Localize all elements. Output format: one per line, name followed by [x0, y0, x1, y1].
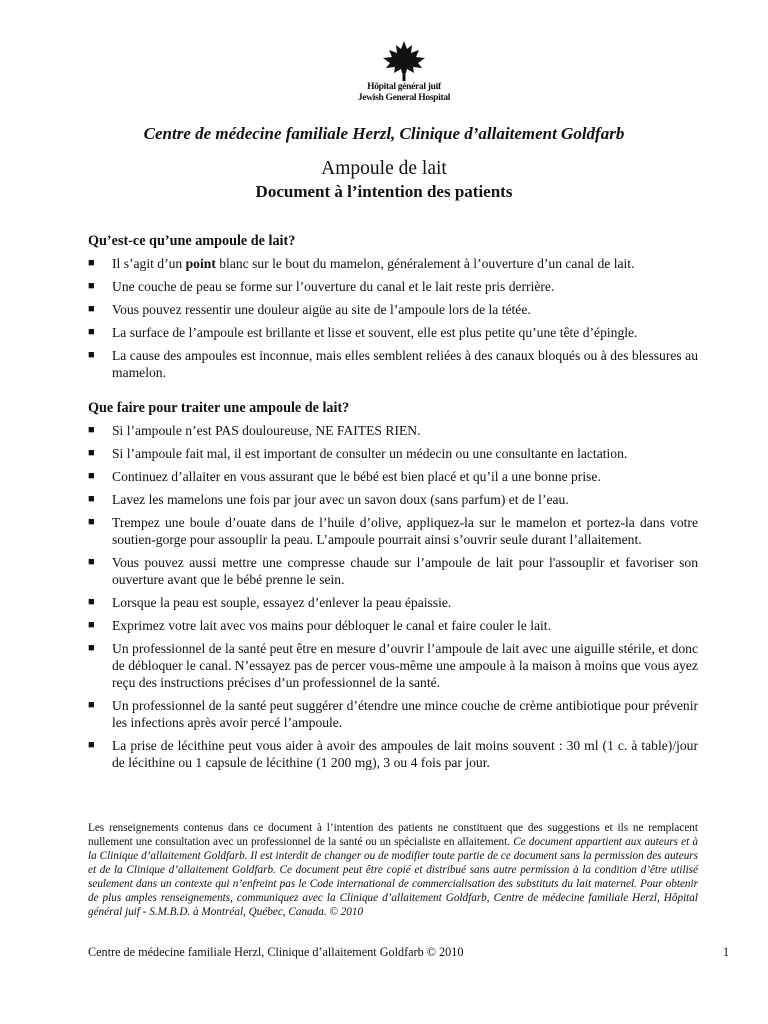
list-item-text: Une couche de peau se forme sur l’ouverture du canal et le lait reste pris derrière. [112, 279, 555, 294]
list-item-text: La prise de lécithine peut vous aider à avoir des ampoules de lait moins souvent : 30 ml (1 c. à table)/jour de lécithine ou 1 capsule de lécithine (1 200 mg), 3 ou 4 fois par jour. [112, 738, 698, 770]
list-item [88, 255, 698, 272]
bullet-icon: ■ [88, 257, 95, 269]
list-item-text: Un professionnel de la santé peut être en mesure d’ouvrir l’ampoule de lait avec une aiguille stérile, et donc de débloquer le canal. N’essayez pas de percer vous-même une ampoule à la maison à moins que vous ayez reçu des instructions précises d’un professionnel de la santé. [112, 641, 698, 690]
bullet-icon: ■ [88, 739, 95, 751]
disclaimer-italic-text: Ce document appartient aux auteurs et à la Clinique d’allaitement Goldfarb. Il est interdit de changer ou de modifier toute partie de ce document sans la permission des auteurs et de la Clinique d’allaitement Goldfarb. Ce document peut être copié et distribué sans autre permission à la condition d’être utilisé seulement dans un contexte qui n’enfreint pas le Code international de commercialisation des substituts du lait maternel. Pour obtenir de plus amples renseignements, communiquez avec la Clinique d’allaitement Goldfarb, Centre de médecine familiale Herzl, Hôpital général juif - S.M.B.D. à Montréal, Québec, Canada. © 2010 [88, 836, 698, 918]
list-item [88, 640, 698, 691]
bullet-icon: ■ [88, 699, 95, 711]
treatment-list [88, 422, 698, 777]
list-item [88, 697, 698, 731]
footer-text: Centre de médecine familiale Herzl, Clinique d’allaitement Goldfarb © 2010 [88, 945, 464, 959]
list-item-text-end: blanc sur le bout du mamelon, généralement à l’ouverture d’un canal de lait. [215, 256, 635, 271]
bullet-icon: ■ [88, 470, 95, 482]
list-item-text: Vous pouvez ressentir une douleur aigüe au site de l’ampoule lors de la tétée. [112, 302, 531, 317]
list-item [88, 594, 698, 611]
bullet-icon: ■ [88, 596, 95, 608]
definition-list [88, 255, 698, 387]
list-item [88, 324, 698, 341]
bullet-icon: ■ [88, 326, 95, 338]
page-number: 1 [723, 945, 730, 959]
bullet-icon: ■ [88, 619, 95, 631]
list-item [88, 514, 698, 548]
list-item-text: Continuez d’allaiter en vous assurant que le bébé est bien placé et qu’il a une bonne prise. [112, 469, 601, 484]
bullet-icon: ■ [88, 280, 95, 292]
list-item-bold-text: point [185, 256, 216, 271]
bullet-icon: ■ [88, 516, 95, 528]
list-item-text: Trempez une boule d’ouate dans de l’huile d’olive, appliquez-la sur le mamelon et portez-la dans votre soutien-gorge pour assouplir la peau. L’ampoule pourrait ainsi s’ouvrir seule durant l’allaitement. [112, 515, 698, 547]
list-item-text-start: Il s’agit d’un [112, 256, 186, 271]
page-subtitle: Document à l’intention des patients [255, 182, 513, 201]
org-name-fr: Hôpital général juif [367, 82, 441, 92]
list-item [88, 301, 698, 318]
disclaimer-text: Les renseignements contenus dans ce document à l’intention des patients ne constituent que des suggestions et ils ne remplacent nullement une consultation avec un professionnel de la santé ou un spécialiste en allaitement. [88, 822, 698, 848]
list-item [88, 737, 698, 771]
list-item [88, 617, 698, 634]
org-name-en: Jewish General Hospital [357, 93, 451, 103]
hospital-logo [352, 40, 456, 104]
list-item-text: Si l’ampoule n’est PAS douloureuse, NE FAITES RIEN. [112, 423, 421, 438]
list-item [88, 422, 698, 439]
list-item [88, 347, 698, 381]
section-heading-what: Qu’est-ce qu’une ampoule de lait? [88, 233, 296, 249]
list-item [88, 278, 698, 295]
maple-leaf-icon [381, 40, 427, 82]
bullet-icon: ■ [88, 349, 95, 361]
bullet-icon: ■ [88, 447, 95, 459]
list-item-text: La surface de l’ampoule est brillante et lisse et souvent, elle est plus petite qu’une tête d’épingle. [112, 325, 638, 340]
section-heading-treatment: Que faire pour traiter une ampoule de lait? [88, 400, 350, 416]
disclaimer [88, 821, 698, 919]
list-item-text: Si l’ampoule fait mal, il est important de consulter un médecin ou une consultante en lactation. [112, 446, 628, 461]
bullet-icon: ■ [88, 642, 95, 654]
list-item [88, 445, 698, 462]
list-item-text: Lavez les mamelons une fois par jour avec un savon doux (sans parfum) et de l’eau. [112, 492, 569, 507]
bullet-icon: ■ [88, 424, 95, 436]
list-item [88, 468, 698, 485]
list-item-text: Exprimez votre lait avec vos mains pour débloquer le canal et faire couler le lait. [112, 618, 551, 633]
list-item-text: Un professionnel de la santé peut suggérer d’étendre une mince couche de crème antibiotique pour prévenir les infections après avoir percé l’ampoule. [112, 698, 698, 730]
page-title: Ampoule de lait [321, 158, 447, 179]
list-item-text: Vous pouvez aussi mettre une compresse chaude sur l’ampoule de lait pour l'assouplir et favoriser son ouverture avant que le bébé prenne le sein. [112, 555, 698, 587]
bullet-icon: ■ [88, 493, 95, 505]
bullet-icon: ■ [88, 303, 95, 315]
list-item [88, 554, 698, 588]
list-item-text: La cause des ampoules est inconnue, mais elles semblent reliées à des canaux bloqués ou à des blessures au mamelon. [112, 348, 698, 380]
clinic-name: Centre de médecine familiale Herzl, Clinique d’allaitement Goldfarb [143, 124, 625, 143]
list-item-text: Lorsque la peau est souple, essayez d’enlever la peau épaissie. [112, 595, 452, 610]
list-item [88, 491, 698, 508]
bullet-icon: ■ [88, 556, 95, 568]
